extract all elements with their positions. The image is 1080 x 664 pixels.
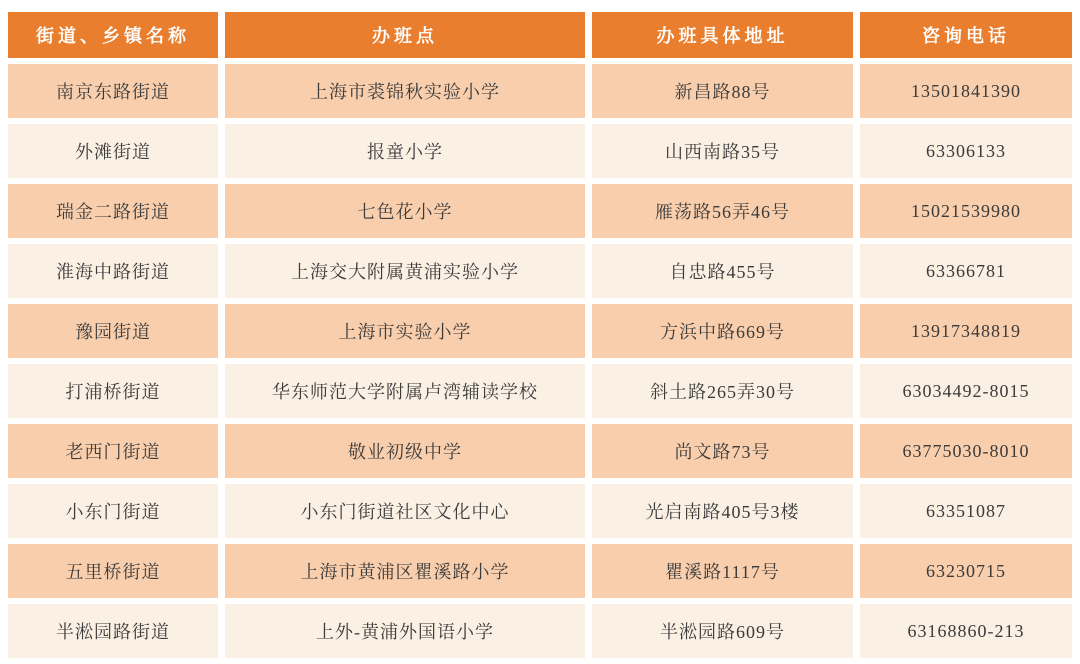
phone-cell: 13501841390 xyxy=(860,64,1072,118)
class-address-cell: 新昌路88号 xyxy=(592,64,853,118)
class-address-cell: 半淞园路609号 xyxy=(592,604,853,658)
class-site-cell: 敬业初级中学 xyxy=(225,424,585,478)
phone-cell: 63351087 xyxy=(860,484,1072,538)
phone-cell: 13917348819 xyxy=(860,304,1072,358)
class-locations-table xyxy=(8,12,1072,658)
class-address-cell: 山西南路35号 xyxy=(592,124,853,178)
class-site-cell: 报童小学 xyxy=(225,124,585,178)
street-name-cell: 半淞园路街道 xyxy=(8,604,218,658)
street-name-cell: 淮海中路街道 xyxy=(8,244,218,298)
class-site-cell: 小东门街道社区文化中心 xyxy=(225,484,585,538)
street-name-cell: 南京东路街道 xyxy=(8,64,218,118)
street-name-cell: 小东门街道 xyxy=(8,484,218,538)
phone-cell: 63034492-8015 xyxy=(860,364,1072,418)
class-site-cell: 上海市裘锦秋实验小学 xyxy=(225,64,585,118)
column-header-class-site: 办班点 xyxy=(225,12,585,58)
street-name-cell: 豫园街道 xyxy=(8,304,218,358)
phone-cell: 63366781 xyxy=(860,244,1072,298)
column-header-street-town-name: 街道、乡镇名称 xyxy=(8,12,218,58)
class-address-cell: 尚文路73号 xyxy=(592,424,853,478)
class-site-cell: 上海市实验小学 xyxy=(225,304,585,358)
class-address-cell: 雁荡路56弄46号 xyxy=(592,184,853,238)
class-site-cell: 上海市黄浦区瞿溪路小学 xyxy=(225,544,585,598)
class-site-cell: 华东师范大学附属卢湾辅读学校 xyxy=(225,364,585,418)
column-header-consultation-phone: 咨询电话 xyxy=(860,12,1072,58)
phone-cell: 15021539980 xyxy=(860,184,1072,238)
class-address-cell: 瞿溪路1117号 xyxy=(592,544,853,598)
class-site-cell: 上海交大附属黄浦实验小学 xyxy=(225,244,585,298)
phone-cell: 63168860-213 xyxy=(860,604,1072,658)
street-name-cell: 打浦桥街道 xyxy=(8,364,218,418)
column-header-class-address: 办班具体地址 xyxy=(592,12,853,58)
class-address-cell: 自忠路455号 xyxy=(592,244,853,298)
class-site-cell: 上外-黄浦外国语小学 xyxy=(225,604,585,658)
class-site-cell: 七色花小学 xyxy=(225,184,585,238)
street-name-cell: 老西门街道 xyxy=(8,424,218,478)
class-address-cell: 斜土路265弄30号 xyxy=(592,364,853,418)
street-name-cell: 外滩街道 xyxy=(8,124,218,178)
phone-cell: 63775030-8010 xyxy=(860,424,1072,478)
class-address-cell: 方浜中路669号 xyxy=(592,304,853,358)
street-name-cell: 五里桥街道 xyxy=(8,544,218,598)
street-name-cell: 瑞金二路街道 xyxy=(8,184,218,238)
class-address-cell: 光启南路405号3楼 xyxy=(592,484,853,538)
phone-cell: 63306133 xyxy=(860,124,1072,178)
phone-cell: 63230715 xyxy=(860,544,1072,598)
